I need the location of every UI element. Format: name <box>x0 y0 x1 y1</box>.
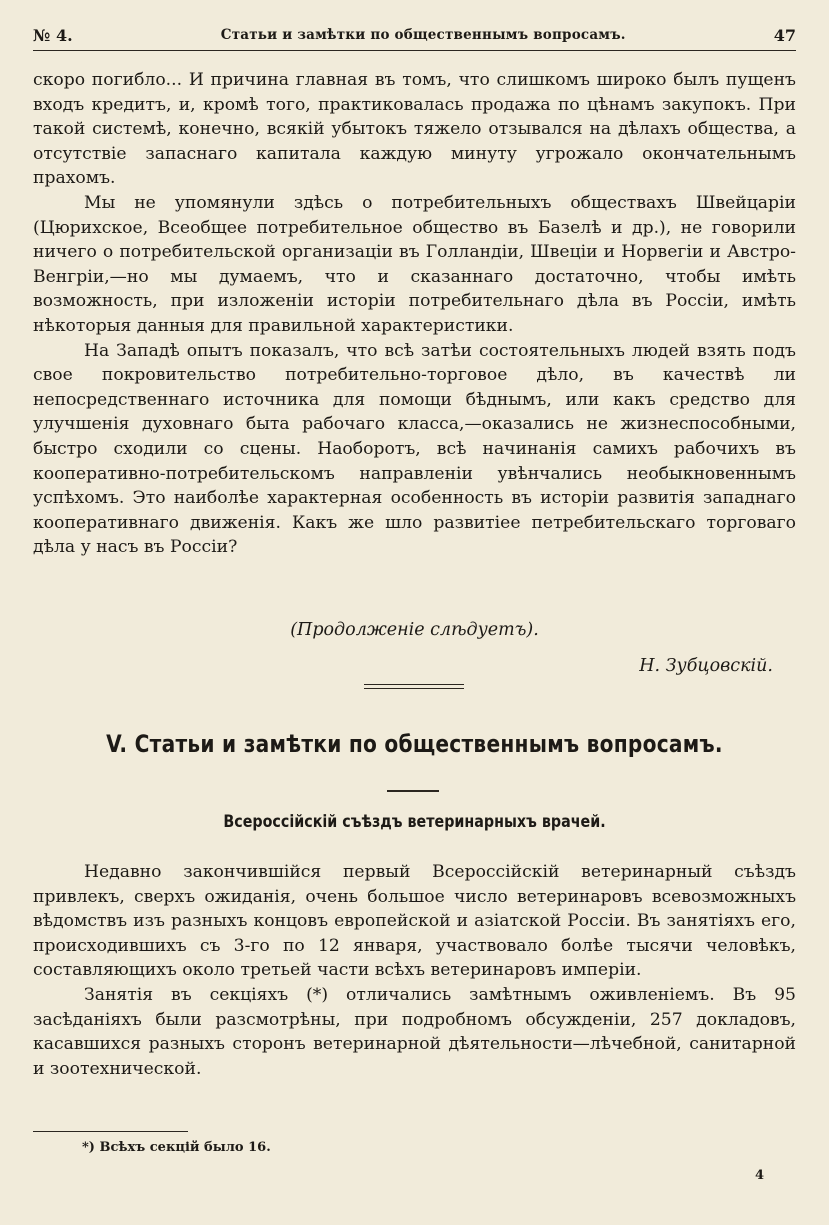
continued-note: (Продолженіе слѣдуетъ). <box>290 620 539 640</box>
paragraph: скоро погибло... И причина главная въ томъ, что слишкомъ широко былъ пущенъ входъ кредитъ, и, кромѣ того, практиковалась продажа по цѣнамъ закупокъ. При такой системѣ, конечно, всякій убытокъ тяжело отзывался на дѣлахъ общества, а отсутствіе запаснаго капитала каждую минуту угрожало окончательнымъ прахомъ. <box>33 70 796 189</box>
footnote-rule <box>33 1131 188 1132</box>
page-header <box>33 20 796 51</box>
paragraph: Занятія въ секціяхъ (*) отличались замѣтнымъ оживленіемъ. Въ 95 засѣданіяхъ были разсмотрѣны, при подробномъ обсужденіи, 257 докладовъ, касавшихся разныхъ сторонъ ветеринарной дѣятельности—лѣчебной, санитарной и зоотехнической. <box>33 984 796 1079</box>
page-number: 47 <box>773 25 796 45</box>
footnote: *) Всѣхъ секцій было 16. <box>82 1140 271 1155</box>
article-continuation <box>33 68 796 560</box>
paragraph: Мы не упомянули здѣсь о потребительныхъ обществахъ Швейцаріи (Цюрихское, Всеобщее потребительное общество въ Базелѣ и др.), не говорили ничего о потребительской организаціи въ Голландіи, Швеціи и Норвегіи и Австро-Венгріи,—но мы думаемъ, что и сказаннаго достаточно, чтобы имѣть возможность, при изложеніи исторіи потребительнаго дѣла въ Россіи, имѣть нѣкоторыя данныя для правильной характеристики. <box>33 192 796 336</box>
running-title: Статьи и замѣтки по общественнымъ вопросамъ. <box>220 27 626 43</box>
heading-rule <box>387 790 439 792</box>
section-divider <box>364 684 464 689</box>
printer-signature-mark: 4 <box>754 1168 764 1183</box>
article-title: Всероссійскій съѣздъ ветеринарныхъ врачей. <box>223 812 606 832</box>
paragraph: На Западѣ опытъ показалъ, что всѣ затѣи состоятельныхъ людей взять подъ свое покровительство потребительно-торговое дѣло, въ качествѣ ли непосредственнаго источника для помощи бѣднымъ, или какъ средство для улучшенія духовнаго быта рабочаго класса,—оказались не жизнеспособными, быстро сходили со сцены. Наоборотъ, всѣ начинанія самихъ рабочихъ въ кооперативно-потребительскомъ направленіи увѣнчались необыкновеннымъ успѣхомъ. Это наиболѣе характерная особенность въ исторіи развитія западнаго кооперативнаго движенія. Какъ же шло развитіее петребительскаго торговаго дѣла у насъ въ Россіи? <box>33 340 796 558</box>
issue-number: № 4. <box>33 25 73 45</box>
paragraph: Недавно закончившійся первый Всероссійскій ветеринарный съѣздъ привлекъ, сверхъ ожиданія, очень большое число ветеринаровъ всевозможныхъ вѣдомствъ изъ разныхъ концовъ европейской и азіатской Россіи. Въ занятіяхъ его, происходившихъ съ 3-го по 12 января, участвовало болѣе тысячи человѣкъ, составляющихъ около третьей части всѣхъ ветеринаровъ имперіи. <box>33 862 796 981</box>
section-heading: V. Статьи и замѣтки по общественнымъ вопросамъ. <box>106 730 723 758</box>
article-body <box>33 860 796 1081</box>
author-signature: Н. Зубцовскій. <box>639 656 773 676</box>
